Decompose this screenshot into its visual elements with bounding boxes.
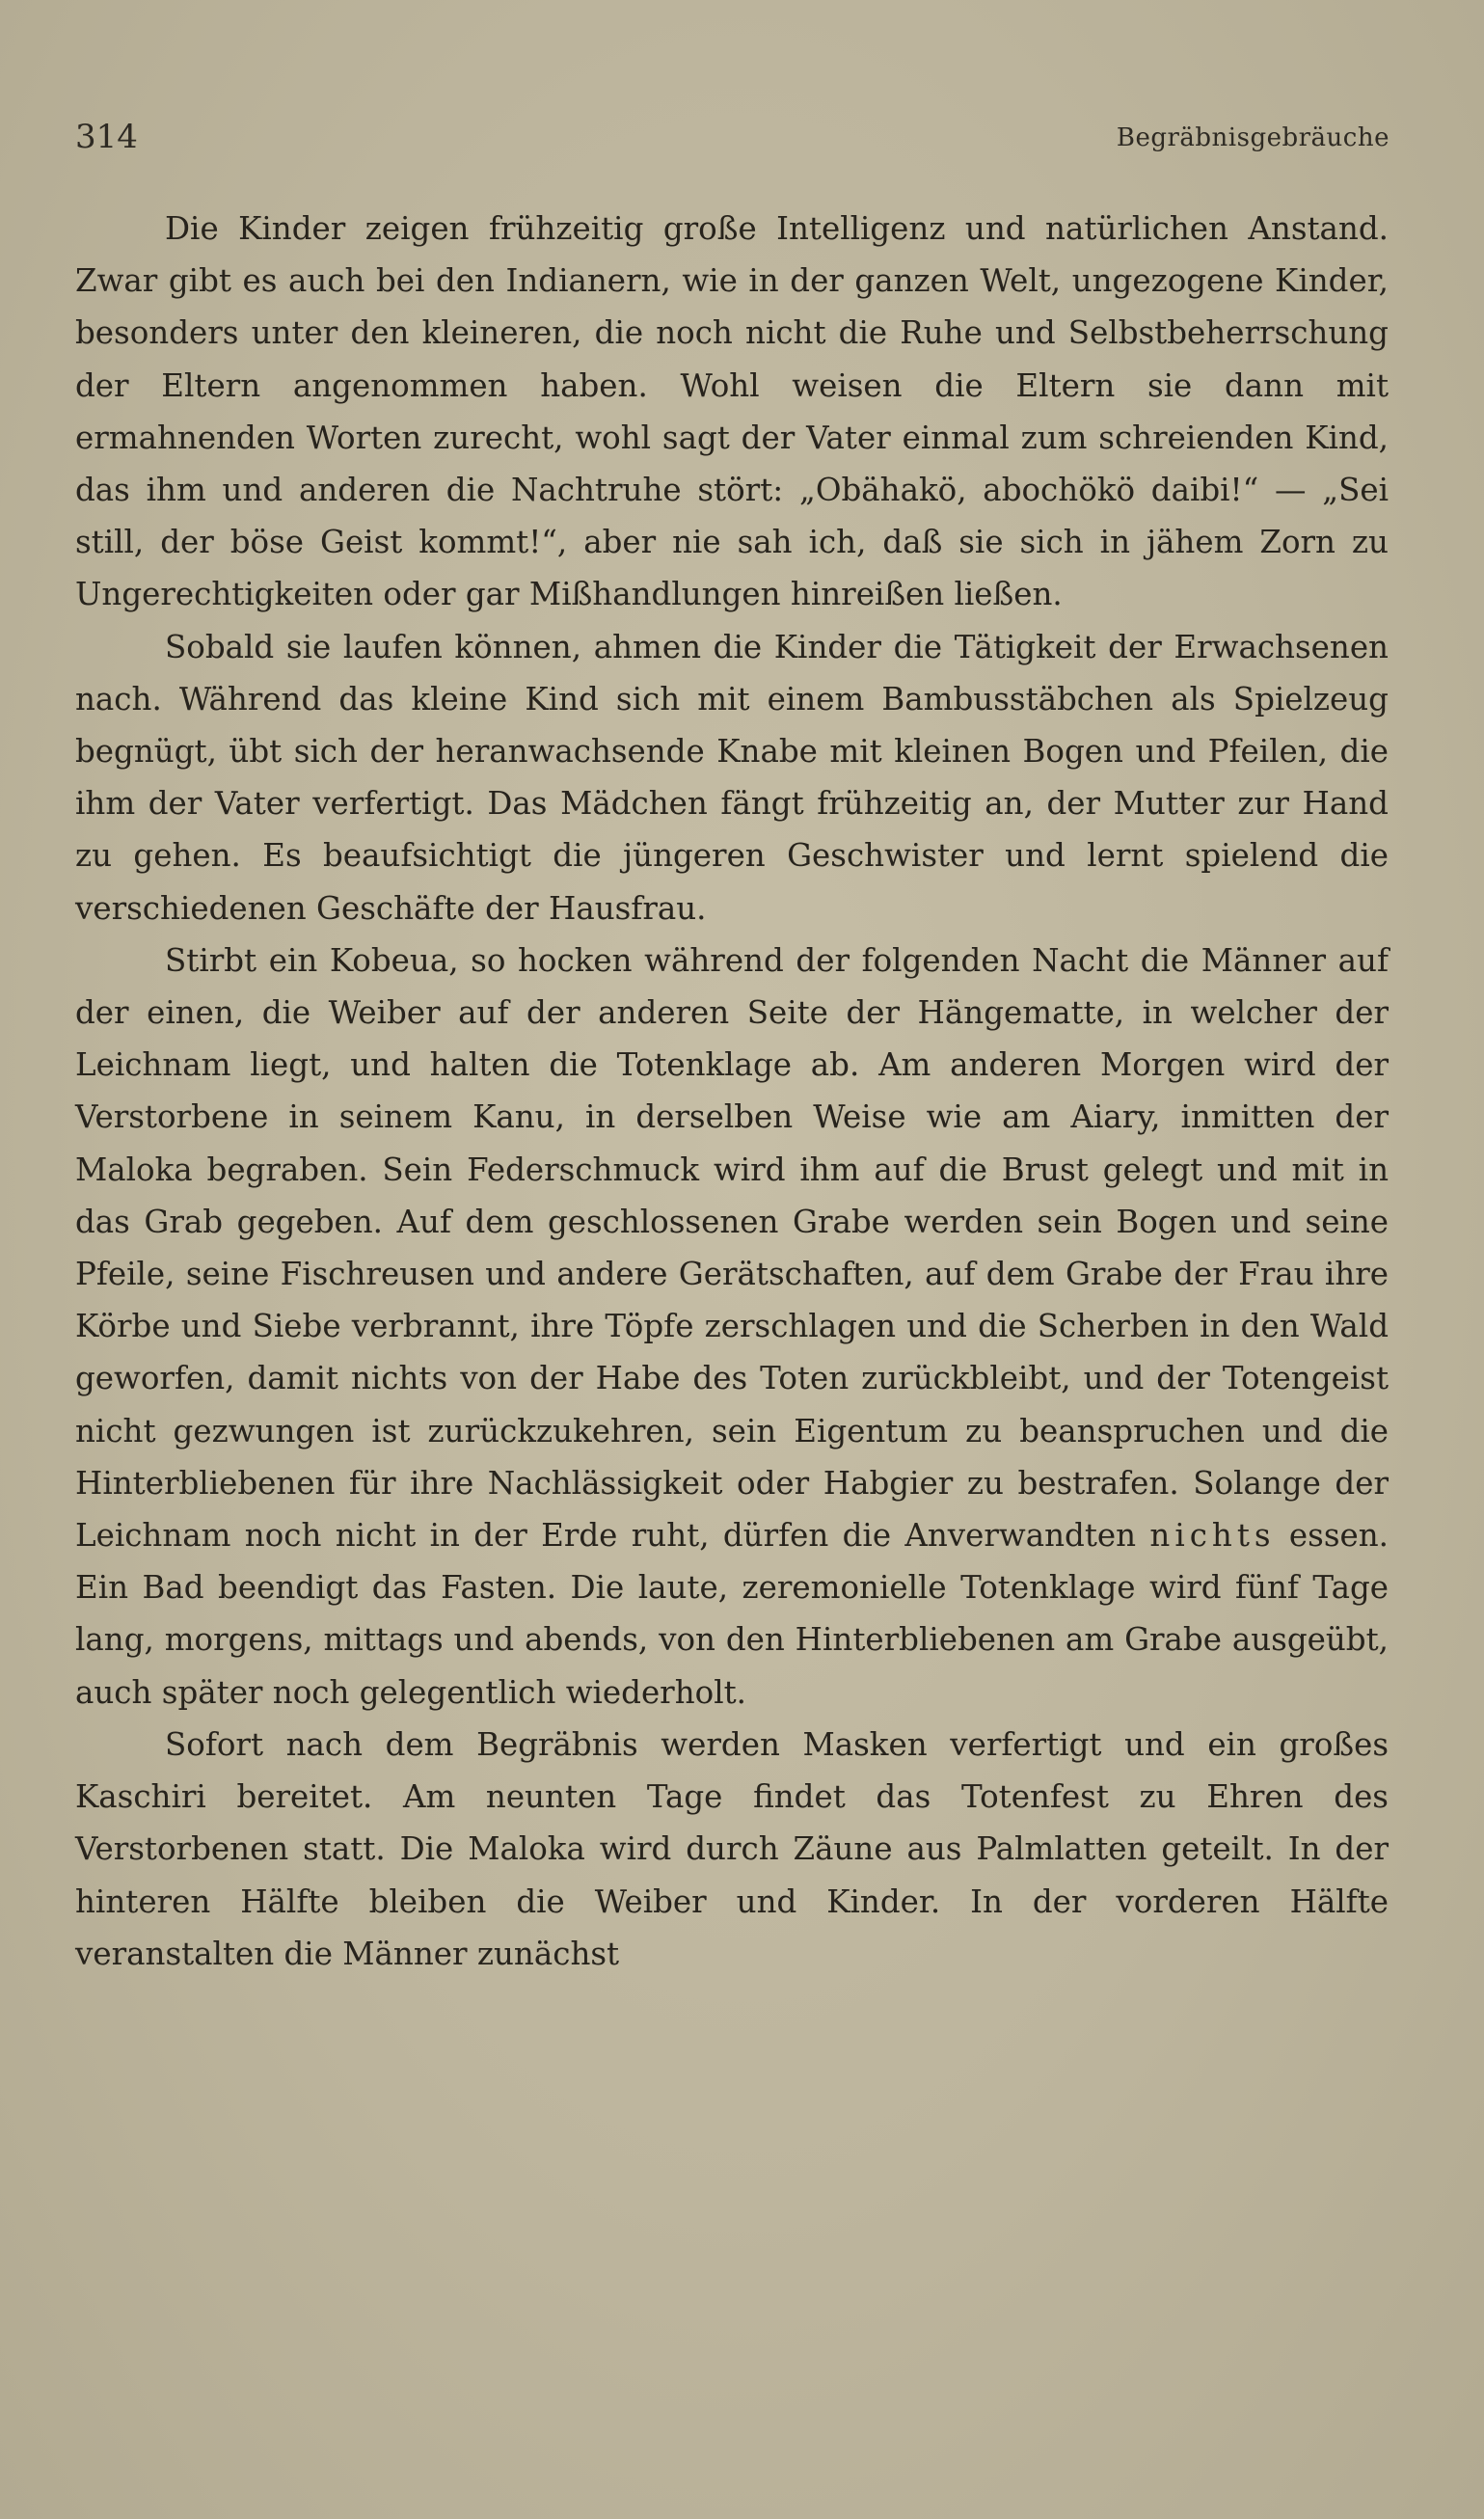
paragraph-play: Sobald sie laufen können, ahmen die Kinder die Tätigkeit der Erwachsenen nach. Während das kleine Kind sich mit einem Bambusstäbchen als Spielzeug begnügt, übt sich der heranwachsende Knabe mit kleinen Bogen und Pfeilen, die ihm der Vater verfertigt. Das Mädchen fängt frühzeitig an, der Mutter zur Hand zu gehen. Es beaufsichtigt die jüngeren Geschwister und lernt spielend die verschiedenen Geschäfte der Hausfrau. [75,628,1389,927]
emphasized-word: nichts [1149,1517,1276,1555]
paragraph-children: Die Kinder zeigen frühzeitig große Intelligenz und natürlichen Anstand. Zwar gibt es auch bei den Indianern, wie in der ganzen Welt, ungezogene Kinder, besonders unter den kleineren, die noch nicht die Ruhe und Selbstbeherrschung der Eltern angenommen haben. Wohl weisen die Eltern sie dann mit ermahnenden Worten zurecht, wohl sagt der Vater einmal zum schreienden Kind, das ihm und anderen die Nachtruhe stört: „Obähakö, abochökö daibi!“ — „Sei still, der böse Geist kommt!“, aber nie sah ich, daß sie sich in jähem Zorn zu Ungerechtigkeiten oder gar Mißhandlungen hinreißen ließen. [75,210,1389,613]
paragraph-death-feast: Sofort nach dem Begräbnis werden Masken verfertigt und ein großes Kaschiri bereitet. Am neunten Tage findet das Totenfest zu Ehren des Verstorbenen statt. Die Maloka wird durch Zäune aus Palmlatten geteilt. In der hinteren Hälfte bleiben die Weiber und Kinder. In der vorderen Hälfte veranstalten die Männer zunächst [75,1725,1389,1972]
paragraph-burial-text-before: Stirbt ein Kobeua, so hocken während der folgenden Nacht die Männer auf der einen, die Weiber auf der anderen Seite der Hängematte, in welcher der Leichnam liegt, und halten die Totenklage ab. Am anderen Morgen wird der Verstorbene in seinem Kanu, in derselben Weise wie am Aiary, inmitten der Maloka begraben. Sein Federschmuck wird ihm auf die Brust gelegt und mit in das Grab gegeben. Auf dem geschlossenen Grabe werden sein Bogen und seine Pfeile, seine Fischreusen und andere Gerätschaften, auf dem Grabe der Frau ihre Körbe und Siebe verbrannt, ihre Töpfe zerschlagen und die Scherben in den Wald geworfen, damit nichts von der Habe des Toten zurückbleibt, und der Totengeist nicht gezwungen ist zurückzukehren, sein Eigentum zu beanspruchen und die Hinterbliebenen für ihre Nachlässigkeit oder Habgier zu bestrafen. Solange der Leichnam noch nicht in der Erde ruht, dürfen die Anverwandten [75,941,1389,1555]
page-header [75,118,1390,166]
paragraph-burial [75,934,1389,1719]
running-head: Begräbnisgebräuche [1116,123,1390,152]
body-text [75,203,1389,1980]
page-number: 314 [75,118,138,156]
paragraph-burial-text-after: essen. Ein Bad beendigt das Fasten. Die laute, zeremonielle Totenklage wird fünf Tage lang, morgens, mittags und abends, von den Hinterbliebenen am Grabe ausgeübt, auch später noch gelegentlich wiederholt. [75,1517,1389,1711]
